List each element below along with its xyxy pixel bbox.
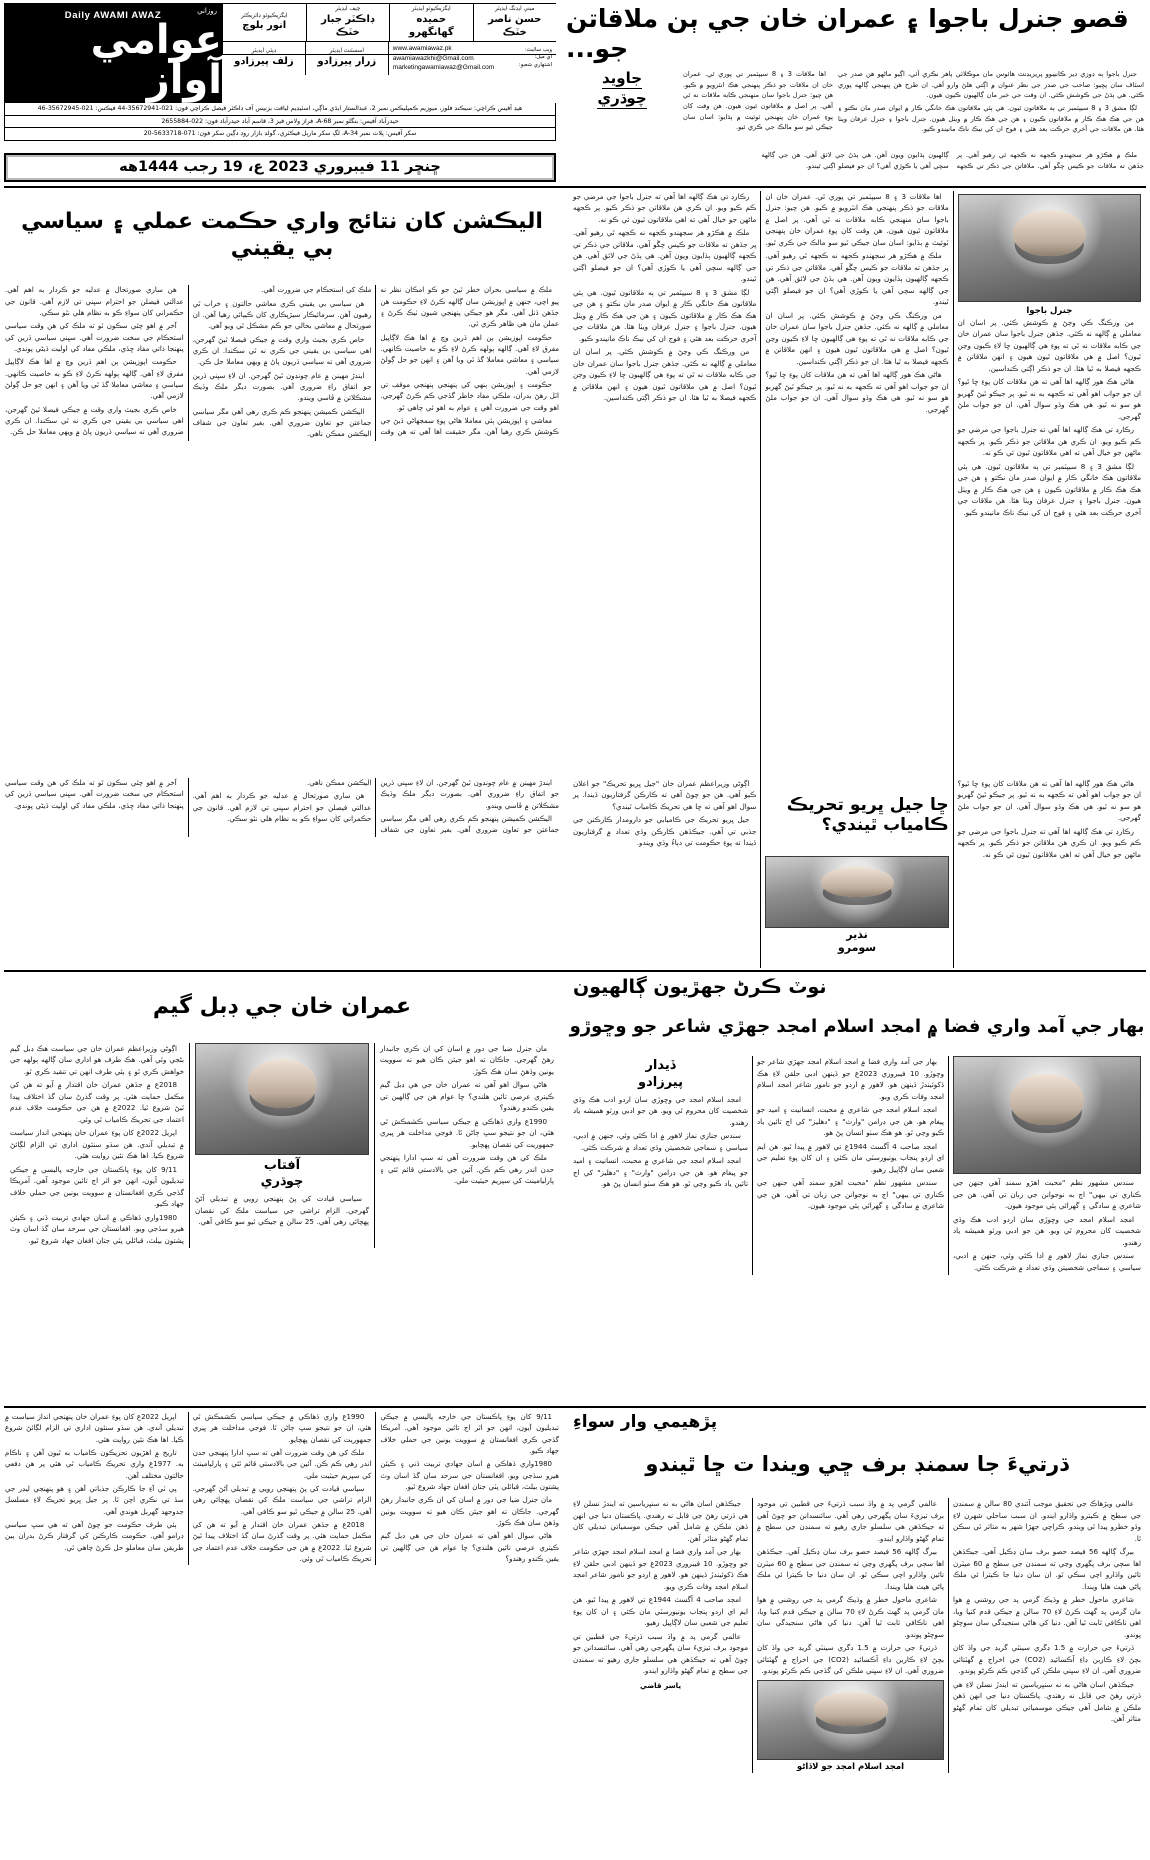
dg-lede: اڳوڻي وزيراعظم عمران خان جي سياست هڪ ڊبل گيم بڻجي وئي آهي. هڪ طرف هو اداري سان ڳالهه ٻولهه جي خواهش ڪري ٿو ۽ ٻئي طرف انهن تي تنقيد ڪري ٿو. (10, 1043, 184, 1076)
staff-cell (389, 4, 473, 41)
office-line: هيڊ آفيس ڪراچي: سيڪنڊ فلور، ميوزيم ڪمپليڪس نمبر 2، عبدالستار ايڌي ماڳي، اسٽيڊيم لياقت بزنيس آف ڊاڪٽر فيصل ڪراچي فون: 021-35672941-44 فيڪس: 021-35672945-46 (37, 105, 523, 112)
contact-block (388, 42, 556, 75)
staff-name: زرار پيرزادو (317, 56, 377, 68)
dg-para-5: هاڻي سوال اهو آهي ته عمران خان جي هي ڊبل گيم ڪيتري عرصي تائين هلندي؟ ڇا عوام هن جي ڳالهين تي يقين ڪندو رهندو؟ (380, 1080, 554, 1113)
election-para-1: حڪومت ۽ اپوزيشن ٻنهي کي پنهنجي پنهنجي موقف تي اٽل رهڻ بدران، ملڪي مفاد خاطر گڏجي ڪم ڪرڻ گهرجي. اهو وقت جي ضرورت آهي ۽ عوام به اهو ئي چاهي ٿو. (380, 380, 559, 412)
staff-name: حسن ناصر خٽڪ (488, 13, 542, 38)
staff-cell (306, 4, 390, 41)
dg-cont-para: مان جنرل ضيا جي دور ۾ اسان کي ان ڪري جانبدار رهڻ گهرجي. جاڪان ته اهو جيئن ڪان هيو ته سوويت يونين وڏهڻ سان هڪ ڪوڙ. (380, 1496, 559, 1527)
dg-author-last: چوڌري (260, 1174, 304, 1190)
masthead (0, 0, 560, 150)
baajwa-para-5: رڪارڊ تي هڪ ڳالهه اها آهي ته جنرل باجوا جي مرضي جو ڪم ڪيو ويو. ان ڪري هن ملاقاتن جو ذڪر ڪيو. پر ڪجهه ماڻهن جو خيال آهي ته اهي ملاقاتون ٿيون ئي ڪو نه. (957, 425, 1141, 458)
logo (4, 3, 222, 103)
staff-role: ايگزيڪيوٽو ايڊيٽر (411, 6, 451, 12)
bahar-photo (953, 1056, 1141, 1174)
baajwa-photo-caption: جنرل باجوا (1026, 306, 1073, 316)
staff-role: ايگزيڪيوٽو ڊائريڪٽر (241, 12, 288, 19)
election-headline: اليڪشن کان نتائج واري حڪمت عملي ۽ سياسي بي يقيني (21, 209, 543, 261)
earth-story (564, 1410, 1150, 1830)
office-line: حيدرآباد آفيس: بنگلو نمبر A-68، فراز ولاس فيز 3، قاسم آباد حيدرآباد فون: 022-2655884 (5, 115, 555, 128)
bahar-para: سندس جنازي نماز لاهور ۾ ادا ڪئي وئي، جنهن ۾ ادبي، سياسي ۽ سماجي شخصيتن وڏي تعداد ۾ شرڪت ڪئي. (953, 1251, 1141, 1272)
divider (4, 970, 1146, 972)
double-game-headline: عمران خان جي ڊبل گيم (152, 994, 412, 1020)
earth-headline: ڌرتيءَ جا سمنڊ برف ڇي ويندا ت ڇا ٿيندو (645, 1451, 1069, 1476)
staff-name: انور بلوچ (242, 20, 287, 32)
office-addresses (4, 103, 556, 141)
election-story (0, 188, 564, 778)
baajwa-para-4: هاڻي هڪ هور ڳالهه اها آهي ته هن ملاقات کان پوءِ ڇا ٿيو؟ ان جو جواب اهو آهي ته ڪجهه به نه ٿيو. پر جيڪو ٿيڻ گهربو هو سو نه ٿيو. هي هڪ وڏو سوال آهي. ان جو جواب ملڻ گهرجي. (957, 377, 1141, 421)
baajwa-headline: قصو جنرل باجوا ۽ عمران خان جي ٻن ملاقاتن جو... (566, 4, 1129, 63)
baajwa-lede: جنرل باجوا ٻه ڊوزي ڊير ڪانيبوو پريزيڊنٽ هائوس مان موڪلائي ٻاهر نڪري آئي، اڳيو ماڻهو هن صدر جي اسٽاف سان پڇيو: صاحب جي صدر جي نظر عنوان ۾ اڳتي هلڻ وارو آهي. ان طرح هن پنهنجي ڳالهه پوري ڪئي. هي ٻڌڻ جي ڪوشش ڪئي. ان وقت جي خبر مان ڳالهيون ڪيون هيون. (838, 70, 1144, 100)
baajwa-byline (566, 69, 678, 109)
bahar-author-first: ڏيدار (645, 1058, 676, 1074)
earth-num-0: عالمي ويڙهاڪ جي تحقيق موجب آئندي 80 سالن ۾ سمنڊن جي سطح ۾ ڪيترو واڌارو ايندو. ان سبب ساحلي شهرن لاءِ وڏو خطرو پيدا ٿي ويندو. ڪراچي جهڙا شهر به متاثر ٿي سڪن ٿا. (953, 1499, 1141, 1543)
double-game-author-photo (195, 1043, 369, 1155)
earth-para: بيرگ ڳالهه 56 فيصد حصو برف سان ڍڪيل آهي. جيڪڏهن اها سڄي برف پگهري وڃي ته سمنڊن جي سطح ۾ 60 ميٽرن تائين واڌارو اچي سڪي ٿو. ان سان دنيا جا ڪيترا ئي ملڪ پاڻي هيٺ هليا ويندا. (757, 1547, 944, 1591)
bahar-bullet: امجد اسلام امجد جي شاعري ۾ محبت، انسانيت ۽ اميد جو پيغام هو. هن جي ڊرامن "وارث" ۽ "دهليز" کي اڄ تائين ياد ڪيو وڃي ٿو. هو هڪ سٺو انسان پڻ هو. (573, 1156, 748, 1189)
dg-para-8: سياسي قيادت کي پڻ پنهنجي رويي ۾ تبديلي آڻڻ گهرجي. الزام تراشي جي سياست ملڪ کي نقصان پهچائي رهي آهي. 25 سالن ۾ جيڪي ٿيو سو ڪافي آهي. (195, 1194, 369, 1227)
staff-cell (473, 4, 557, 41)
double-game-continued (0, 1410, 564, 1830)
dg-cont-para: 9/11 کان پوءِ پاڪستان جي خارجه پاليسي ۾ جيڪي تبديليون آيون، انهن جو اثر اڄ تائين موجود آهي. آمريڪا گڏجي ڪري افغانستان ۾ سوويت يونين جي حملي خلاف جهاد ڪيو. (380, 1413, 559, 1455)
election-para-5: ايندڙ مهينن ۾ عام چونڊون ٿيڻ گهرجن. ان لاءِ سڀني ڌرين جو اتفاق راءِ ضروري آهي. بصورت ديگر ملڪ وڌيڪ مشڪلاتن ۾ ڦاسي ويندو. (192, 371, 372, 403)
election-para-0: حڪومت اپوزيشن ٻن اهم ڌرين وچ ۾ اها هڪ لاڳاپيل مفرق لاءِ آهي. ڳالهه ٻولهه ڪرڻ لاءِ ڪو به خاصيت ڪانهي. سياسي ۽ معاشي معاملا گڏ ٿي ويا آهن ۽ انهن جو حل ڳولڻ لازمي آهي. (380, 333, 559, 376)
double-game-story (0, 974, 564, 1404)
baajwa-tail-para: رڪارڊ تي هڪ ڳالهه اها آهي ته جنرل باجوا جي مرضي جو ڪم ڪيو ويو. ان ڪري هن ملاقاتن جو ذڪر ڪيو. پر ڪجهه ماڻهن جو خيال آهي ته اهي ملاقاتون ٿيون ئي ڪو نه. (957, 826, 1141, 859)
baajwa-headline-zone (560, 0, 1150, 150)
jail-author-last: سومرو (837, 940, 877, 954)
staff-name: ڊاڪٽر جبار خٽڪ (321, 13, 375, 38)
election-para-extra: حڪومت اپوزيشن ٻن اهم ڌرين وچ ۾ اها هڪ لاڳاپيل مفرق لاءِ آهي. ڳالهه ٻولهه ڪرڻ لاءِ ڪو به خاصيت ڪانهي. سياسي ۽ معاشي معاملا گڏ ٿي ويا آهن ۽ انهن جو حل ڳولڻ لازمي آهي. (5, 358, 184, 401)
baajwa-col-para: من ورڪنگ ڪي وڃڻ ۾ ڪوشش ڪئي. پر اسان ان معاملي ۾ ڳالهه نه ڪئي. جڏهن جنرل باجوا سان عمران خان جي ڪابه ملاقات نه ٿي ته پوءِ هي ڳالهيون ڇا لاءِ ڪيون وڃن ٿيون؟ اصل ۾ هي ملاقاتون ٿيون هيون ۽ انهن ملاقاتن ۾ ڪجهه فيصلا به ٿيا هئا. ان جو ذڪر اڳتي ڪنداسين. (765, 310, 949, 366)
dg-para-7: ملڪ کي هن وقت ضرورت آهي ته سڀ ادارا پنهنجي حدن اندر رهي ڪم ڪن. آئين جي بالادستي قائم ٿئي ۽ پارليامينٽ کي سپريم حيثيت ملي. (380, 1153, 554, 1186)
baajwa-tail-para: هاڻي هڪ هور ڳالهه اها آهي ته هن ملاقات کان پوءِ ڇا ٿيو؟ ان جو جواب اهو آهي ته ڪجهه به نه ٿيو. پر جيڪو ٿيڻ گهربو هو سو نه ٿيو. هي هڪ وڏو سوال آهي. ان جو جواب ملڻ گهرجي. (957, 779, 1141, 823)
baajwa-para-3: من ورڪنگ ڪي وڃڻ ۾ ڪوشش ڪئي. پر اسان ان معاملي ۾ ڳالهه نه ڪئي. جڏهن جنرل باجوا سان عمران خان جي ڪابه ملاقات نه ٿي ته پوءِ هي ڳالهيون ڇا لاءِ ڪيون وڃن ٿيون؟ اصل ۾ هي ملاقاتون ٿيون هيون ۽ انهن ملاقاتن ۾ ڪجهه فيصلا به ٿيا هئا. ان جو ذڪر اڳتي ڪنداسين. (957, 318, 1141, 373)
dg-cont-para: اپريل 2022ع کان پوءِ عمران خان پنهنجي انداز سياست ۾ تبديلي آندي. هن سڌو سنئون اداري تي الزام لڳائڻ شروع ڪيا. اها هڪ نئين روايت هئي. (5, 1413, 184, 1444)
baajwa-col-para: هاڻي هڪ هور ڳالهه اها آهي ته هن ملاقات کان پوءِ ڇا ٿيو؟ ان جو جواب اهو آهي ته ڪجهه به نه ٿيو. پر جيڪو ٿيڻ گهربو هو سو نه ٿيو. هي هڪ وڏو سوال آهي. ان جو جواب ملڻ گهرجي. (765, 370, 949, 414)
baajwa-col-para: رڪارڊ تي هڪ ڳالهه اها آهي ته جنرل باجوا جي مرضي جو ڪم ڪيو ويو. ان ڪري هن ملاقاتن جو ذڪر ڪيو. پر ڪجهه ماڻهن جو خيال آهي ته اهي ملاقاتون ٿيون ئي ڪو نه. (573, 192, 757, 224)
dg-cont-para: پي ٽي آءِ جا ڪارڪن جذباتي آهن ۽ هو پنهنجي ليڊر جي سڏ تي نڪري اچن ٿا. پر جيل ڀريو تحريڪ لاءِ مسلسل جدوجهد گهربل هوندي آهي. (5, 1484, 184, 1516)
staff-role: اسسٽنٽ ايڊيٽر (329, 48, 364, 55)
staff-name: زلف پيرزادو (234, 56, 294, 68)
dg-cont-para: هاڻي سوال اهو آهي ته عمران خان جي هي ڊبل گيم ڪيتري عرصي تائين هلندي؟ ڇا عوام هن جي ڳالهين تي يقين ڪندو رهندو؟ (380, 1532, 559, 1563)
bahar-bullet: سندس مشهور نظم "محبت اهڙو سمنڊ آهي جنهن جي ڪناري تي بيهي" اڄ به نوجوانن جي زبان تي آهي. هن جي شاعري ۾ سادگي ۽ گهرائي ٻئي موجود هيون. (757, 1178, 944, 1211)
divider (4, 1406, 1146, 1408)
baajwa-col-para: لڳا مشق 3 ۽ 8 سيپٽمبر تي ٻه ملاقاتون ٿيون. هي ٻئي ملاقاتون هڪ خانگي ڪار ۾ ايوان صدر مان نڪتو ۽ هن جي هڪ هڪ ڪار ۾ ملاقاتون ڪيون ۽ هن جي هڪ ڪار ۾ ويٺل هيون. جنرل باجوا ۽ جنرل عرفان ويٺا هئا. هن ملاقات جي آخري حرڪت بعد هئي ۽ فوج ان کي نيڪ ناڪ مانيندو ڪيو. (573, 287, 757, 343)
contact-labels: ويب سائيٽ: اي ميل: اشتهاري شعبو: (518, 46, 552, 69)
election-para-extra: خاص ڪري بجيٽ واري وقت ۾ جيڪي فيصلا ٿيڻ گهرجن، اهي سياسي بي يقيني جي ڪري نه ٿي سڪندا. ان ڪري ضروري آهي ته سياسي ڌريون پاڻ ۾ ويهي معاملا حل ڪن. (5, 405, 184, 437)
baajwa-author-first: جاويد (601, 69, 643, 87)
baajwa-author-last: چوڌري (597, 88, 647, 107)
staff-cell (223, 4, 306, 41)
dg-cont-para: تاريخ ۾ اهڙيون تحريڪون ڪامياب به ٿيون آهن ۽ ناڪام به. 1977ع واري تحريڪ ڪامياب ٿي هئي پر هن دفعي حالتون مختلف آهن. (5, 1448, 184, 1480)
baajwa-story-body (564, 188, 1150, 778)
baajwa-col-para: ملڪ ۾ هڪڙو هر سجهندو ڪجهه نه ڪجهه ٿي رهيو آهي. پر جڏهن ته ملاقات جو ڪيس چڱو آهي. ملاقاتن جي ذڪر تي ڪجهه ڳالهيون ٻڌايون ويون آهن. هي ٻڌڻ جي لائق آهي. هن جي ڳالهه سچي آهي يا ڪوڙي آهي؟ ان جو فيصلو اڳتي ٿيندو. (765, 251, 949, 307)
dg-cont-para: 1980واري ڏهاڪي ۾ اسان جهادي تربيت ڏني ۽ ڪيئن هيرو سڏجي ويو. افغانستان جي سرحد سان گڏ اسان وٽ پشتون بيلٽ، قبائلي پٽي جتان افغان جهاد شروع ٿيو. (380, 1460, 559, 1491)
jail-author-first: نذير (846, 927, 868, 941)
bahar-byline (573, 1056, 748, 1091)
dg-para-3: 1980واري ڏهاڪي ۾ اسان جهادي تربيت ڏني ۽ ڪيئن هيرو سڏجي ويو. افغانستان جي سرحد سان گڏ اسان وٽ پشتون بيلٽ، قبائلي پٽي جتان افغان جهاد شروع ٿيو. (10, 1212, 184, 1245)
earth-para: بهار جي آمد واري فضا ۾ امجد اسلام امجد جهڙي شاعر جو وڇوڙو. 10 فيبروري 2023ع جو ڏينهن ادبي حلقن لاءِ هڪ ڏکوئيندڙ ڏينهن هو. لاهور ۾ اردو جو نامور شاعر امجد اسلام امجد وفات ڪري ويو. (573, 1547, 749, 1591)
staff-role: چيف ايڊيٽر (335, 6, 361, 12)
dg-cont-para: 2018ع ۾ جڏهن عمران خان اقتدار ۾ آيو ته هن کي مڪمل حمايت هئي. پر وقت گذرڻ سان گڏ اختلاف پيدا ٿيڻ شروع ٿيا. 2022ع ۾ هن جي حڪومت خلاف عدم اعتماد جي تحريڪ ڪامياب ٿي وئي. (192, 1520, 372, 1563)
baajwa-col-para: ملڪ ۾ هڪڙو هر سجهندو ڪجهه نه ڪجهه ٿي رهيو آهي. پر جڏهن ته ملاقات جو ڪيس چڱو آهي. ملاقاتن جي ذڪر تي ڪجهه ڳالهيون ٻڌايون ويون آهن. هي ٻڌڻ جي لائق آهي. هن جي ڳالهه سچي آهي يا ڪوڙي آهي؟ ان جو فيصلو اڳتي ٿيندو. (573, 228, 757, 284)
baajwa-para-repeat: لڳا مشق 3 ۽ 8 سيپٽمبر تي ٻه ملاقاتون ٿيون. هي ٻئي ملاقاتون هڪ خانگي ڪار ۾ ايوان صدر مان نڪتو ۽ هن جي هڪ هڪ ڪار ۾ ملاقاتون ڪيون ۽ هن جي هڪ ڪار ۾ ويٺل هيون. جنرل باجوا ۽ جنرل عرفان ويٺا هئا. هن ملاقات جي آخري حرڪت بعد هئي ۽ فوج ان کي نيڪ ناڪ مانيندو ڪيو. (957, 461, 1141, 517)
dg-cont-para: ٻئي طرف حڪومت جو چوڻ آهي ته هي سڀ سياسي ڊرامو آهي. حڪومت ڪارڪنن کي گرفتار ڪرڻ بدران ٻين طريقن سان معاملو حل ڪرڻ چاهي ٿي. (5, 1520, 184, 1552)
contact-values: www.awamiawaz.pk awamiawazkhi@Gmail.com marketingawamiawaz@Gmail.com (392, 44, 495, 72)
dg-author-first: آفتاب (263, 1157, 301, 1173)
office-line: سکر آفيس: پلاٽ نمبر A-34، لڳ سکر مارٻل فيڪٽري، گولڊ بازار روڊ دڳين سکر فون: 071-5633718-20 (5, 127, 555, 140)
bahar-bullet: امجد اسلام امجد جي وڇوڙي سان اردو ادب هڪ وڏي شخصيت کان محروم ٿي ويو. هن جو ادبي ورثو هميشه ياد رهندو. (573, 1094, 748, 1127)
earth-photo-caption: امجد اسلام امجد جو لاڏاڻو (796, 1761, 905, 1772)
election-cont-para: آخر ۾ اهو چئي سڪون ٿو ته ملڪ کي هن وقت سياسي استحڪام جي سخت ضرورت آهي. سڀني سياسي ڌرين کي پنهنجا ذاتي مفاد ڇڏي، ملڪي مفاد کي اوليت ڏيڻي پوندي. (5, 779, 184, 810)
election-cont-para: اليڪشن ڪميشن پنهنجو ڪم ڪري رهي آهي مگر سياسي جماعتن جو تعاون ضروري آهي. بغير تعاون جي شفاف اليڪشن ممڪن ناهي. (307, 779, 559, 835)
baajwa-col-para: من ورڪنگ ڪي وڃڻ ۾ ڪوشش ڪئي. پر اسان ان معاملي ۾ ڳالهه نه ڪئي. جڏهن جنرل باجوا سان عمران خان جي ڪابه ملاقات نه ٿي ته پوءِ هي ڳالهيون ڇا لاءِ ڪيون وڃن ٿيون؟ اصل ۾ هي ملاقاتون ٿيون هيون ۽ انهن ملاقاتن ۾ ڪجهه فيصلا به ٿيا هئا. ان جو ذڪر اڳتي ڪنداسين. (573, 347, 757, 403)
bahar-para: سندس مشهور نظم "محبت اهڙو سمنڊ آهي جنهن جي ڪناري تي بيهي" اڄ به نوجوانن جي زبان تي آهي. هن جي شاعري ۾ سادگي ۽ گهرائي ٻئي موجود هيون. (953, 1178, 1141, 1211)
election-para-7: هن ساري صورتحال ۾ عدليه جو ڪردار به اهم آهي. عدالتي فيصلن جو احترام سڀني تي لازم آهي. قانون جي حڪمراني کان سواءِ ڪو به نظام هلي نٿو سڪي. (5, 286, 184, 317)
dateline-frame (4, 153, 556, 182)
baajwa-col-para: اها ملاقات 3 ۽ 8 سيپٽمبر تي پوري ٿي. عمران خان ان ملاقات جو ذڪر پنهنجي هڪ انٽرويو ۾ ڪيو. هن چيو: جنرل باجوا سان منهنجي ڪابه ملاقات نه ٿي آهي. پر اصل ۾ ملاقاتون ٿيون هيون. هن وقت کان پوءِ عمران خان پنهنجي ٽوئيٽ ۾ ٻڌايو: اسان سان جيڪي ٿيو سو مالڪ جي ڪري ٿيو. (765, 192, 949, 247)
dateline: ڇنڇر 11 فيبروري 2023 ع، 19 رجب 1444هه (8, 157, 552, 178)
bahar-section-label: نوٽ ڪرڻ جهڙيون ڳالهيون (573, 976, 827, 998)
earth-section-label: پڙهيمي وار سواءِ (573, 1412, 718, 1432)
jail-author-photo (765, 856, 948, 928)
baajwa-para-2: ملڪ ۾ هڪڙو هر سجهندو ڪجهه نه ڪجهه ٿي رهيو آهي. پر جڏهن ته ملاقات جو ڪيس چڱو آهي. ملاقاتن جي ذڪر تي ڪجهه ڳالهيون ٻڌايون ويون آهن. هي ٻڌڻ جي لائق آهي. هن جي ڳالهه سچي آهي يا ڪوڙي آهي؟ ان جو فيصلو اڳتي ٿيندو. (761, 151, 1144, 170)
earth-para: جيڪڏهن اسان هاڻي به نه سنڀرياسين ته ايندڙ نسلن لاءِ هي ڌرتي رهڻ جي قابل نه رهندي. پاڪستان دنيا جي انهن ڏهن ملڪن ۾ شامل آهي جيڪي موسمياتي تبديلي کان تمام گهڻو متاثر آهن. (573, 1499, 748, 1543)
election-lede: ملڪ ۾ سياسي بحران خطر ٿيڻ جو ڪو امڪان نظر نه پيو اچي، جنهن ۾ اپوزيشن سان ڳالهه ڪرڻ لاءِ حڪومت هن جڏهن ڏنل آهي. مگر هو جيڪي پنهنجي شيون ٺيڪ ڪرڻ ۽ عملن مان هي ظاهر ڪري ٿي. (380, 286, 559, 329)
bahar-bullet: بهار جي آمد واري فضا ۾ امجد اسلام امجد جهڙي شاعر جو وڇوڙو. 10 فيبروري 2023ع جو ڏينهن ادبي حلقن لاءِ هڪ ڏکوئيندڙ ڏينهن هو. لاهور ۾ اردو جو نامور شاعر امجد اسلام امجد وفات ڪري ويو. (757, 1057, 944, 1101)
earth-num-2: شاعري ماحول خطر ۾ وڌيڪ گرمي پد جي روشني ۾ هوا مان گرمي پد گهٽ ڪرڻ لاءِ 70 سالن ۾ جيڪي قدم کنيا ويا، اهي ناڪافي ثابت ٿيا آهن. دنيا کي هاڻي سنجيدگي سان سوچڻو پوندو. (953, 1595, 1141, 1639)
bahar-para: امجد اسلام امجد جي وڇوڙي سان اردو ادب هڪ وڏي شخصيت کان محروم ٿي ويو. هن جو ادبي ورثو هميشه ياد رهندو. (953, 1214, 1141, 1247)
baajwa-para-1: اها ملاقات 3 ۽ 8 سيپٽمبر تي پوري ٿي. عمران خان ان ملاقات جو ذڪر پنهنجي هڪ انٽرويو ۾ ڪيو. هن چيو: جنرل باجوا سان منهنجي ڪابه ملاقات نه ٿي آهي. پر اصل ۾ ملاقاتون ٿيون هيون. هن وقت کان پوءِ عمران خان پنهنجي ٽوئيٽ ۾ ٻڌايو: اسان سان جيڪي ٿيو سو مالڪ جي ڪري ٿيو. (683, 70, 833, 132)
election-para-6: اليڪشن ڪميشن پنهنجو ڪم ڪري رهي آهي مگر سياسي جماعتن جو تعاون ضروري آهي. بغير تعاون جي شفاف اليڪشن ممڪن ناهي. (192, 407, 372, 439)
election-cont-para: ايندڙ مهينن ۾ عام چونڊون ٿيڻ گهرجن. ان لاءِ سڀني ڌرين جو اتفاق راءِ ضروري آهي. بصورت ديگر ملڪ وڌيڪ مشڪلاتن ۾ ڦاسي ويندو. (380, 779, 559, 810)
jail-headline: ڇا جيل ڀريو تحريڪ ڪامياب ٿيندي؟ (786, 795, 949, 836)
page-top-area (0, 0, 1150, 150)
bahar-headline: بهار جي آمد واري فضا ۾ امجد اسلام امجد جهڙي شاعر جو وڇوڙو (569, 1015, 1145, 1037)
dg-para-0: 2018ع ۾ جڏهن عمران خان اقتدار ۾ آيو ته هن کي مڪمل حمايت هئي. پر وقت گذرڻ سان گڏ اختلاف پيدا ٿيڻ شروع ٿيا. 2022ع ۾ هن جي حڪومت خلاف عدم اعتماد جي تحريڪ ڪامياب ٿي وئي. (10, 1080, 185, 1124)
staff-role: ڊپٽي ايڊيٽر (251, 48, 277, 55)
earth-author-photo (757, 1680, 944, 1760)
staff-box (222, 3, 556, 72)
earth-signature: ياسر قاضي (639, 1680, 682, 1690)
bahar-bullet: امجد صاحب 4 آگسٽ 1944ع تي لاهور ۾ پيدا ٿيو. هن ايم اي اردو پنجاب يونيورسٽي مان ڪئي ۽ ان کان پوءِ تعليم جي شعبي سان لاڳاپيل رهيو. (757, 1141, 944, 1174)
earth-num-1: بيرگ ڳالهه 56 فيصد حصو برف سان ڍڪيل آهي. جيڪڏهن اها سڄي برف پگهري وڃي ته سمنڊن جي سطح ۾ 60 ميٽرن تائين واڌارو اچي سڪي ٿو. ان سان دنيا جا ڪيترا ئي ملڪ پاڻي هيٺ هليا ويندا. (953, 1547, 1141, 1591)
election-para-8: آخر ۾ اهو چئي سڪون ٿو ته ملڪ کي هن وقت سياسي استحڪام جي سخت ضرورت آهي. سڀني سياسي ڌرين کي پنهنجا ذاتي مفاد ڇڏي، ملڪي مفاد کي اوليت ڏيڻي پوندي. (5, 322, 184, 353)
baajwa-para-0: لڳا مشق 3 ۽ 8 سيپٽمبر تي ٻه ملاقاتون ٿيون. هي ٻئي ملاقاتون هڪ خانگي ڪار ۾ ايوان صدر مان نڪتو ۽ هن جي هڪ هڪ ڪار ۾ ملاقاتون ڪيون ۽ هن جي هڪ ڪار ۾ ويٺل هيون. جنرل باجوا ۽ جنرل عرفان ويٺا هئا. هن ملاقات جي آخري حرڪت بعد هئي ۽ فوج ان کي نيڪ ناڪ مانيندو ڪيو. (838, 104, 1144, 134)
staff-cell (223, 42, 305, 75)
jail-lede: اڳوڻي وزيراعظم عمران خان "جيل ڀريو تحريڪ" جو اعلان ڪيو آهي. هن جو چوڻ آهي ته ڪارڪن گرفتاريون ڏيندا. پر سوال اهو آهي ته ڇا هي تحريڪ ڪامياب ٿيندي؟ (573, 779, 757, 811)
baajwa-photo (958, 194, 1141, 302)
logo-english: Daily AWAMI AWAZ (64, 10, 162, 21)
earth-intro: عالمي گرمي پد ۾ واڌ سبب ڌرتيءَ جي قطبين تي موجود برف تيزيءَ سان پگهرجي رهي آهي. سائنسدانن جو چوڻ آهي ته جيڪڏهن هي سلسلو جاري رهيو ته سمنڊن جي سطح ۾ تمام گهڻو واڌارو ايندو. (757, 1499, 944, 1543)
earth-num-4: جيڪڏهن اسان هاڻي به نه سنڀرياسين ته ايندڙ نسلن لاءِ هي ڌرتي رهڻ جي قابل نه رهندي. پاڪستان دنيا جي انهن ڏهن ملڪن ۾ شامل آهي جيڪي موسمياتي تبديلي کان تمام گهڻو متاثر آهن. (953, 1679, 1141, 1724)
bahar-bullet: امجد اسلام امجد جي شاعري ۾ محبت، انسانيت ۽ اميد جو پيغام هو. هن جي ڊرامن "وارث" ۽ "دهليز" کي اڄ تائين ياد ڪيو وڃي ٿو. هو هڪ سٺو انسان پڻ هو. (757, 1105, 944, 1138)
earth-para: ڌرتيءَ جي حرارت ۾ 1.5 ڊگري سينٽي گريڊ جي واڌ کان بچڻ لاءِ ڪاربن ڊاءِ آڪسائيڊ (CO2) جي اخراج ۾ گهٽتائي ضروري آهي. ان لاءِ سڀني ملڪن کي گڏجي ڪم ڪرڻو پوندو. (757, 1643, 944, 1676)
election-cont-para: هن ساري صورتحال ۾ عدليه جو ڪردار به اهم آهي. عدالتي فيصلن جو احترام سڀني تي لازم آهي. قانون جي حڪمراني کان سواءِ ڪو به نظام هلي نٿو سڪي. (192, 792, 372, 823)
staff-role: ميني ايڊنگ ايڊيٽر (494, 6, 535, 12)
dg-para-4: مان جنرل ضيا جي دور ۾ اسان کي ان ڪري جانبدار رهڻ گهرجي. جاڪان ته اهو جيئن ڪان هيو ته سوويت يونين وڏهڻ سان هڪ ڪوڙ. (380, 1043, 554, 1076)
earth-para: عالمي گرمي پد ۾ واڌ سبب ڌرتيءَ جي قطبين تي موجود برف تيزيءَ سان پگهرجي رهي آهي. سائنسدانن جو چوڻ آهي ته جيڪڏهن هي سلسلو جاري رهيو ته سمنڊن جي سطح ۾ تمام گهڻو واڌارو ايندو. (573, 1631, 748, 1676)
double-game-byline (195, 1158, 369, 1191)
staff-name: حميده گهانگهرو (408, 13, 454, 38)
election-para-2: معاشي ۽ اپوزيشن ٻئي معاملا هاڻي پوءِ سمجهاڻي ڏيڻ جي ڪوشش ڪري رهيا آهن. مگر حقيقت اها آهي ته هن وقت ملڪ کي استحڪام جي ضرورت آهي. (261, 286, 559, 437)
dg-cont-para: 1990ع واري ڏهاڪي ۾ جيڪي سياسي ڪشمڪش ٿي هئي، ان جو نتيجو سڀ ڄاڻن ٿا. فوجي مداخلت هر ڀيري جمهوريت کي نقصان پهچايو. (192, 1413, 372, 1444)
logo-sindhi: عوامي آواز (90, 17, 222, 103)
dg-para-6: 1990ع واري ڏهاڪي ۾ جيڪي سياسي ڪشمڪش ٿي هئي، ان جو نتيجو سڀ ڄاڻن ٿا. فوجي مداخلت هر ڀيري جمهوريت کي نقصان پهچايو. (380, 1116, 554, 1149)
bahar-story (564, 974, 1150, 1404)
election-para-4: خاص ڪري بجيٽ واري وقت ۾ جيڪي فيصلا ٿيڻ گهرجن، اهي سياسي بي يقيني جي ڪري نه ٿي سڪندا. ان ڪري ضروري آهي ته سياسي ڌريون پاڻ ۾ ويهي معاملا حل ڪن. (192, 335, 372, 367)
logo-tagline: روزاني (197, 7, 217, 15)
jail-para-0: جيل ڀريو تحريڪ جي ڪاميابي جو دارومدار ڪارڪنن جي جذبي تي آهي. جيڪڏهن ڪارڪن وڏي تعداد ۾ گرفتاريون ڏيندا ته پوءِ حڪومت تي دٻاءُ وڌي ويندو. (573, 815, 757, 848)
earth-para: شاعري ماحول خطر ۾ وڌيڪ گرمي پد جي روشني ۾ هوا مان گرمي پد گهٽ ڪرڻ لاءِ 70 سالن ۾ جيڪي قدم کنيا ويا، اهي ناڪافي ثابت ٿيا آهن. دنيا کي هاڻي سنجيدگي سان سوچڻو پوندو. (757, 1595, 944, 1639)
dg-cont-para: سياسي قيادت کي پڻ پنهنجي رويي ۾ تبديلي آڻڻ گهرجي. الزام تراشي جي سياست ملڪ کي نقصان پهچائي رهي آهي. 25 سالن ۾ جيڪي ٿيو سو ڪافي آهي. (192, 1484, 372, 1516)
staff-cell (305, 42, 388, 75)
dg-para-2: 9/11 کان پوءِ پاڪستان جي خارجه پاليسي ۾ جيڪي تبديليون آيون، انهن جو اثر اڄ تائين موجود آهي. آمريڪا گڏجي ڪري افغانستان ۾ سوويت يونين جي حملي خلاف جهاد ڪيو. (10, 1164, 184, 1209)
earth-para: امجد صاحب 4 آگسٽ 1944ع تي لاهور ۾ پيدا ٿيو. هن ايم اي اردو پنجاب يونيورسٽي مان ڪئي ۽ ان کان پوءِ تعليم جي شعبي سان لاڳاپيل رهيو. (573, 1595, 748, 1628)
earth-num-3: ڌرتيءَ جي حرارت ۾ 1.5 ڊگري سينٽي گريڊ جي واڌ کان بچڻ لاءِ ڪاربن ڊاءِ آڪسائيڊ (CO2) جي اخراج ۾ گهٽتائي ضروري آهي. ان لاءِ سڀني ملڪن کي گڏجي ڪم ڪرڻو پوندو. (953, 1643, 1141, 1676)
election-para-3: هن سياسي بي يقيني ڪري معاشي حالتون ۽ خراب ٿي رهيون آهن. سرمائيڪار سيڙپڪاري کان ڪيٻائي رهيا آهن. ان صورتحال ۾ معاشي بحالي جو ڪم مشڪل ٿي ويو آهي. (192, 299, 372, 331)
dg-para-1: اپريل 2022ع کان پوءِ عمران خان پنهنجي انداز سياست ۾ تبديلي آندي. هن سڌو سنئون اداري تي الزام لڳائڻ شروع ڪيا. اها هڪ نئين روايت هئي. (10, 1128, 184, 1161)
bahar-author-last: پيرزادو (638, 1074, 683, 1090)
dg-cont-para: ملڪ کي هن وقت ضرورت آهي ته سڀ ادارا پنهنجي حدن اندر رهي ڪم ڪن. آئين جي بالادستي قائم ٿئي ۽ پارليامينٽ کي سپريم حيثيت ملي. (192, 1448, 372, 1480)
bahar-bullet: سندس جنازي نماز لاهور ۾ ادا ڪئي وئي، جنهن ۾ ادبي، سياسي ۽ سماجي شخصيتن وڏي تعداد ۾ شرڪت ڪئي. (573, 1131, 748, 1152)
